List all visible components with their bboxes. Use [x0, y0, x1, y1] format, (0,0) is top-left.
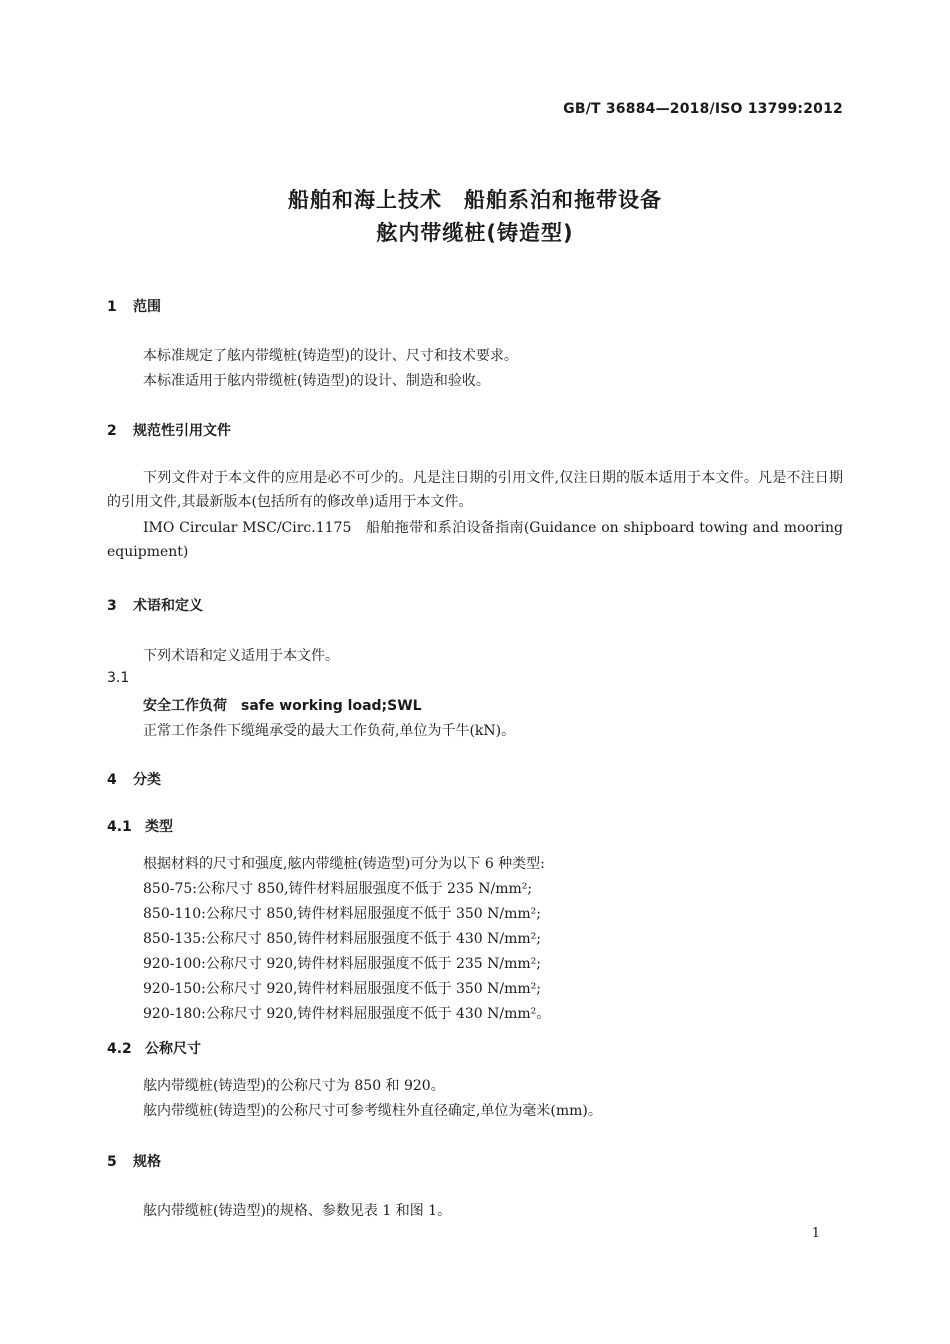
term-name: 安全工作负荷 safe working load;SWL [143, 698, 422, 714]
subsection-title: 公称尺寸 [145, 1041, 201, 1057]
section-title: 范围 [133, 299, 161, 315]
list-item: 920-180:公称尺寸 920,铸件材料屈服强度不低于 430 N/mm²。 [143, 1006, 551, 1022]
section-5-heading [107, 1151, 161, 1171]
section-title: 规格 [133, 1154, 161, 1170]
section-number: 2 [107, 423, 117, 439]
normative-reference: IMO Circular MSC/Circ.1175 船舶拖带和系泊设备指南(Guidance on shipboard towing and mooring equipment) [107, 520, 843, 560]
page-number: 1 [811, 1226, 820, 1241]
subsection-4-2-heading [107, 1038, 201, 1058]
paragraph: 下列术语和定义适用于本文件。 [143, 648, 339, 664]
list-item: 920-100:公称尺寸 920,铸件材料屈服强度不低于 235 N/mm²; [143, 956, 541, 972]
paragraph: 舷内带缆桩(铸造型)的公称尺寸可参考缆柱外直径确定,单位为毫米(mm)。 [143, 1103, 602, 1119]
list-item: 850-75:公称尺寸 850,铸件材料屈服强度不低于 235 N/mm²; [143, 881, 533, 897]
paragraph: 舷内带缆桩(铸造型)的公称尺寸为 850 和 920。 [143, 1078, 445, 1094]
paragraph: 本标准适用于舷内带缆桩(铸造型)的设计、制造和验收。 [143, 373, 490, 389]
section-title: 分类 [133, 772, 161, 788]
section-title: 规范性引用文件 [133, 423, 231, 439]
section-number: 4 [107, 772, 117, 788]
term-definition: 正常工作条件下缆绳承受的最大工作负荷,单位为千牛(kN)。 [143, 723, 516, 739]
paragraph: 本标准规定了舷内带缆桩(铸造型)的设计、尺寸和技术要求。 [143, 348, 518, 364]
subsection-number: 4.1 [107, 819, 132, 835]
document-title-line1: 船舶和海上技术 船舶系泊和拖带设备 [288, 188, 662, 212]
subsection-title: 类型 [145, 819, 173, 835]
list-item: 850-110:公称尺寸 850,铸件材料屈服强度不低于 350 N/mm²; [143, 906, 541, 922]
document-title-line2: 舷内带缆桩(铸造型) [376, 221, 574, 245]
paragraph: 舷内带缆桩(铸造型)的规格、参数见表 1 和图 1。 [143, 1203, 452, 1219]
term-number: 3.1 [107, 670, 130, 686]
section-3-heading [107, 595, 203, 615]
standard-code: GB/T 36884—2018/ISO 13799:2012 [563, 101, 843, 117]
section-4-heading [107, 769, 161, 789]
paragraph: 下列文件对于本文件的应用是必不可少的。凡是注日期的引用文件,仅注日期的版本适用于本文件。凡是不注日期的引用文件,其最新版本(包括所有的修改单)适用于本文件。 [107, 470, 843, 510]
section-2-heading [107, 420, 231, 440]
list-item: 850-135:公称尺寸 850,铸件材料屈服强度不低于 430 N/mm²; [143, 931, 541, 947]
section-title: 术语和定义 [133, 598, 203, 614]
subsection-number: 4.2 [107, 1041, 132, 1057]
subsection-4-1-heading [107, 816, 173, 836]
section-1-heading [107, 296, 161, 316]
list-item: 920-150:公称尺寸 920,铸件材料屈服强度不低于 350 N/mm²; [143, 981, 541, 997]
section-number: 3 [107, 598, 117, 614]
section-number: 5 [107, 1154, 117, 1170]
paragraph: 根据材料的尺寸和强度,舷内带缆桩(铸造型)可分为以下 6 种类型: [143, 856, 545, 872]
section-number: 1 [107, 299, 117, 315]
